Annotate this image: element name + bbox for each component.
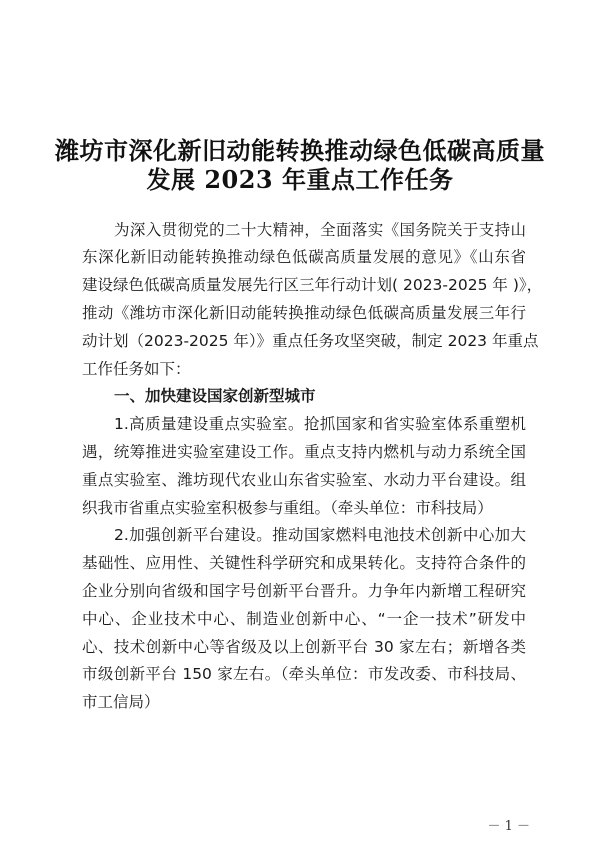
item2-line: 市级创新平台 150 家左右。（牵头单位：市发改委、市科技局、 <box>82 665 526 683</box>
intro-line: 工作任务如下： <box>82 360 191 378</box>
item2-line: 市工信局） <box>82 693 160 711</box>
item2-line: 心、技术创新中心等省级及以上创新平台 30 家左右；新增各类 <box>82 638 526 656</box>
document-title-line-2: 发展 2023 年重点工作任务 <box>146 165 454 194</box>
item2-line: 基础性、应用性、关键性科学研究和成果转化。支持符合条件的 <box>82 554 526 572</box>
intro-line: 动计划（2023-2025 年）》重点任务攻坚突破，制定 2023 年重点 <box>82 332 539 350</box>
item2-line: 中心、企业技术中心、制造业创新中心、“一企一技术”研发中 <box>82 610 526 628</box>
item1-line: 织我市省重点实验室积极参与重组。（牵头单位：市科技局） <box>82 499 493 517</box>
section-heading: 一、加快建设国家创新型城市 <box>114 387 316 405</box>
document-title-line-1: 潍坊市深化新旧动能转换推动绿色低碳高质量 <box>55 136 545 165</box>
item2-line: 2.加强创新平台建设。推动国家燃料电池技术创新中心加大 <box>114 526 526 544</box>
item2-line: 企业分别向省级和国字号创新平台晋升。力争年内新增工程研究 <box>82 582 526 600</box>
item1-line: 1.高质量建设重点实验室。抢抓国家和省实验室体系重塑机 <box>114 415 526 433</box>
intro-line: 为深入贯彻党的二十大精神，全面落实《国务院关于支持山 <box>114 221 526 239</box>
item1-line: 遇，统筹推进实验室建设工作。重点支持内燃机与动力系统全国 <box>82 443 526 461</box>
page-number: － 1 － <box>487 819 530 834</box>
intro-line: 推动《潍坊市深化新旧动能转换推动绿色低碳高质量发展三年行 <box>82 304 526 322</box>
intro-line: 东深化新旧动能转换推动绿色低碳高质量发展的意见》《山东省 <box>82 248 526 266</box>
intro-line: 建设绿色低碳高质量发展先行区三年行动计划( 2023-2025 年 )》， <box>82 276 543 294</box>
item1-line: 重点实验室、潍坊现代农业山东省实验室、水动力平台建设。组 <box>82 471 526 489</box>
